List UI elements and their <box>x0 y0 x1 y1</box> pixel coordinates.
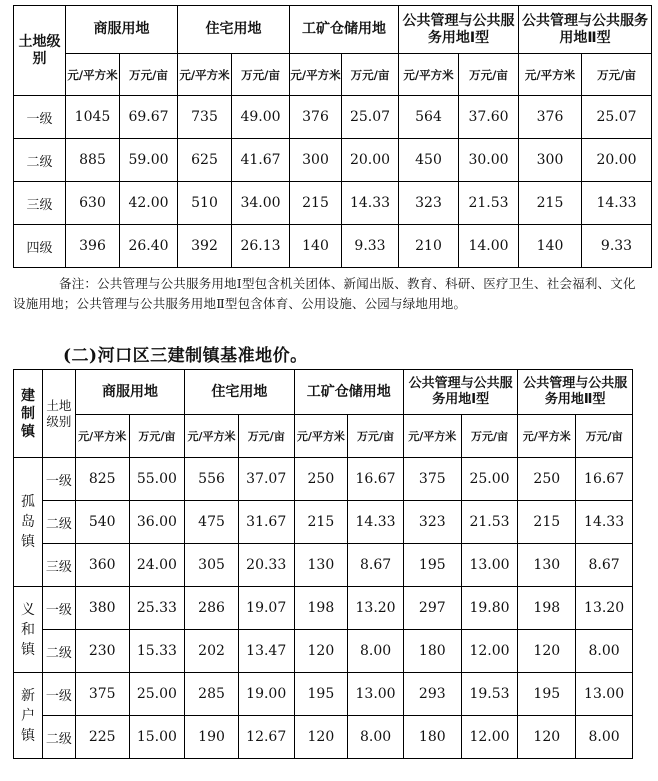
price-cell: 130 <box>518 544 576 587</box>
unit-header: 万元/亩 <box>459 54 519 96</box>
price-cell: 120 <box>518 716 576 759</box>
price-cell: 24.00 <box>129 544 185 587</box>
price-cell: 140 <box>519 225 582 268</box>
price-cell: 8.00 <box>576 716 633 759</box>
price-cell: 14.00 <box>459 225 519 268</box>
section-title: (二)河口区三建制镇基准地价。 <box>63 346 308 366</box>
price-cell: 297 <box>403 587 461 630</box>
price-cell: 735 <box>178 96 232 139</box>
price-cell: 49.00 <box>232 96 290 139</box>
land-type-header: 工矿仓储用地 <box>294 370 403 415</box>
price-cell: 25.07 <box>342 96 399 139</box>
price-cell: 13.20 <box>348 587 404 630</box>
level-cell: 二级 <box>42 716 75 759</box>
price-cell: 13.00 <box>576 673 633 716</box>
price-cell: 12.67 <box>238 716 294 759</box>
unit-header: 元/平方米 <box>294 415 348 458</box>
price-cell: 380 <box>75 587 129 630</box>
price-cell: 450 <box>399 139 459 182</box>
price-cell: 376 <box>519 96 582 139</box>
unit-header: 元/平方米 <box>185 415 239 458</box>
unit-header: 万元/亩 <box>120 54 178 96</box>
price-cell: 120 <box>294 630 348 673</box>
price-cell: 392 <box>178 225 232 268</box>
price-cell: 130 <box>294 544 348 587</box>
unit-header: 万元/亩 <box>576 415 633 458</box>
table-row <box>14 630 633 673</box>
table-row <box>14 458 633 501</box>
unit-header: 万元/亩 <box>238 415 294 458</box>
price-cell: 8.67 <box>348 544 404 587</box>
land-type-header: 住宅用地 <box>178 6 290 54</box>
land-type-header: 公共管理与公共服务用地Ⅰ型 <box>403 370 518 415</box>
price-cell: 305 <box>185 544 239 587</box>
table1-body <box>14 96 652 268</box>
level-cell: 四级 <box>14 225 66 268</box>
price-cell: 225 <box>75 716 129 759</box>
price-cell: 20.00 <box>582 139 652 182</box>
unit-header: 元/平方米 <box>518 415 576 458</box>
price-cell: 180 <box>403 630 461 673</box>
price-cell: 323 <box>399 182 459 225</box>
price-cell: 9.33 <box>342 225 399 268</box>
price-cell: 26.40 <box>120 225 178 268</box>
price-cell: 198 <box>518 587 576 630</box>
table-row <box>14 544 633 587</box>
table2-body <box>14 458 633 759</box>
price-cell: 396 <box>66 225 120 268</box>
land-type-header: 公共管理与公共服务用地Ⅱ型 <box>518 370 633 415</box>
price-cell: 825 <box>75 458 129 501</box>
price-cell: 510 <box>178 182 232 225</box>
price-cell: 21.53 <box>461 501 518 544</box>
price-cell: 13.00 <box>348 673 404 716</box>
price-cell: 30.00 <box>459 139 519 182</box>
land-type-header: 公共管理与公共服务用地Ⅰ型 <box>399 6 519 54</box>
level-cell: 三级 <box>14 182 66 225</box>
unit-header: 元/平方米 <box>399 54 459 96</box>
price-cell: 9.33 <box>582 225 652 268</box>
price-cell: 25.33 <box>129 587 185 630</box>
price-cell: 300 <box>519 139 582 182</box>
price-cell: 475 <box>185 501 239 544</box>
unit-header: 元/平方米 <box>75 415 129 458</box>
price-cell: 540 <box>75 501 129 544</box>
price-cell: 250 <box>518 458 576 501</box>
table-row <box>14 673 633 716</box>
level-cell: 一级 <box>42 458 75 501</box>
price-cell: 14.33 <box>576 501 633 544</box>
town-cell: 新户镇 <box>14 673 43 759</box>
land-price-table-2 <box>13 369 633 759</box>
price-cell: 564 <box>399 96 459 139</box>
price-cell: 19.07 <box>238 587 294 630</box>
price-cell: 198 <box>294 587 348 630</box>
land-type-header: 住宅用地 <box>185 370 294 415</box>
price-cell: 210 <box>399 225 459 268</box>
unit-header: 元/平方米 <box>519 54 582 96</box>
price-cell: 8.00 <box>348 630 404 673</box>
price-cell: 59.00 <box>120 139 178 182</box>
price-cell: 16.67 <box>348 458 404 501</box>
town-cell: 孤岛镇 <box>14 458 43 587</box>
land-type-header: 商服用地 <box>75 370 184 415</box>
price-cell: 215 <box>294 501 348 544</box>
price-cell: 13.00 <box>461 544 518 587</box>
price-cell: 286 <box>185 587 239 630</box>
level-cell: 一级 <box>42 587 75 630</box>
level-cell: 二级 <box>42 630 75 673</box>
price-cell: 19.53 <box>461 673 518 716</box>
price-cell: 25.00 <box>461 458 518 501</box>
price-cell: 69.67 <box>120 96 178 139</box>
price-cell: 250 <box>294 458 348 501</box>
price-cell: 556 <box>185 458 239 501</box>
land-type-header: 工矿仓储用地 <box>290 6 399 54</box>
price-cell: 20.00 <box>342 139 399 182</box>
price-cell: 20.33 <box>238 544 294 587</box>
price-cell: 195 <box>294 673 348 716</box>
level-cell: 二级 <box>14 139 66 182</box>
price-cell: 14.33 <box>348 501 404 544</box>
price-cell: 375 <box>403 458 461 501</box>
price-cell: 180 <box>403 716 461 759</box>
price-cell: 195 <box>403 544 461 587</box>
unit-header: 万元/亩 <box>342 54 399 96</box>
land-price-table-1 <box>13 5 652 268</box>
price-cell: 19.80 <box>461 587 518 630</box>
unit-header: 元/平方米 <box>66 54 120 96</box>
table-row <box>14 139 652 182</box>
unit-header: 元/平方米 <box>403 415 461 458</box>
unit-header: 万元/亩 <box>232 54 290 96</box>
price-cell: 300 <box>290 139 342 182</box>
price-cell: 12.00 <box>461 630 518 673</box>
price-cell: 13.47 <box>238 630 294 673</box>
price-cell: 885 <box>66 139 120 182</box>
price-cell: 37.07 <box>238 458 294 501</box>
price-cell: 202 <box>185 630 239 673</box>
price-cell: 12.00 <box>461 716 518 759</box>
price-cell: 8.00 <box>576 630 633 673</box>
price-cell: 8.00 <box>348 716 404 759</box>
price-cell: 14.33 <box>582 182 652 225</box>
price-cell: 215 <box>290 182 342 225</box>
unit-header: 万元/亩 <box>348 415 404 458</box>
town-header: 建制镇 <box>14 370 43 458</box>
price-cell: 215 <box>518 501 576 544</box>
unit-header: 万元/亩 <box>129 415 185 458</box>
price-cell: 13.20 <box>576 587 633 630</box>
level-header: 土地级别 <box>14 6 66 96</box>
price-cell: 630 <box>66 182 120 225</box>
table-row <box>14 225 652 268</box>
price-cell: 625 <box>178 139 232 182</box>
price-cell: 215 <box>519 182 582 225</box>
price-cell: 14.33 <box>342 182 399 225</box>
price-cell: 120 <box>294 716 348 759</box>
price-cell: 34.00 <box>232 182 290 225</box>
price-cell: 55.00 <box>129 458 185 501</box>
price-cell: 195 <box>518 673 576 716</box>
table-row <box>14 587 633 630</box>
price-cell: 21.53 <box>459 182 519 225</box>
price-cell: 36.00 <box>129 501 185 544</box>
price-cell: 25.07 <box>582 96 652 139</box>
level-cell: 三级 <box>42 544 75 587</box>
unit-header: 元/平方米 <box>290 54 342 96</box>
level-header: 土地级别 <box>42 370 75 458</box>
price-cell: 25.00 <box>129 673 185 716</box>
price-cell: 230 <box>75 630 129 673</box>
price-cell: 15.33 <box>129 630 185 673</box>
table-row <box>14 501 633 544</box>
unit-header: 元/平方米 <box>178 54 232 96</box>
price-cell: 19.00 <box>238 673 294 716</box>
unit-header: 万元/亩 <box>582 54 652 96</box>
price-cell: 360 <box>75 544 129 587</box>
level-cell: 一级 <box>42 673 75 716</box>
price-cell: 140 <box>290 225 342 268</box>
table-row <box>14 96 652 139</box>
price-cell: 26.13 <box>232 225 290 268</box>
price-cell: 323 <box>403 501 461 544</box>
level-cell: 一级 <box>14 96 66 139</box>
land-type-header: 公共管理与公共服务用地Ⅱ型 <box>519 6 652 54</box>
level-cell: 二级 <box>42 501 75 544</box>
unit-header: 万元/亩 <box>461 415 518 458</box>
price-cell: 31.67 <box>238 501 294 544</box>
price-cell: 285 <box>185 673 239 716</box>
price-cell: 375 <box>75 673 129 716</box>
table-note: 备注：公共管理与公共服务用地Ⅰ型包含机关团体、新闻出版、教育、科研、医疗卫生、社会福利、文化设施用地；公共管理与公共服务用地Ⅱ型包含体育、公用设施、公园与绿地用地。 <box>13 276 636 311</box>
town-cell: 义和镇 <box>14 587 43 673</box>
price-cell: 16.67 <box>576 458 633 501</box>
table-row <box>14 182 652 225</box>
price-cell: 37.60 <box>459 96 519 139</box>
price-cell: 8.67 <box>576 544 633 587</box>
price-cell: 293 <box>403 673 461 716</box>
price-cell: 42.00 <box>120 182 178 225</box>
table-row <box>14 716 633 759</box>
price-cell: 41.67 <box>232 139 290 182</box>
price-cell: 15.00 <box>129 716 185 759</box>
price-cell: 1045 <box>66 96 120 139</box>
price-cell: 120 <box>518 630 576 673</box>
price-cell: 190 <box>185 716 239 759</box>
land-type-header: 商服用地 <box>66 6 178 54</box>
price-cell: 376 <box>290 96 342 139</box>
